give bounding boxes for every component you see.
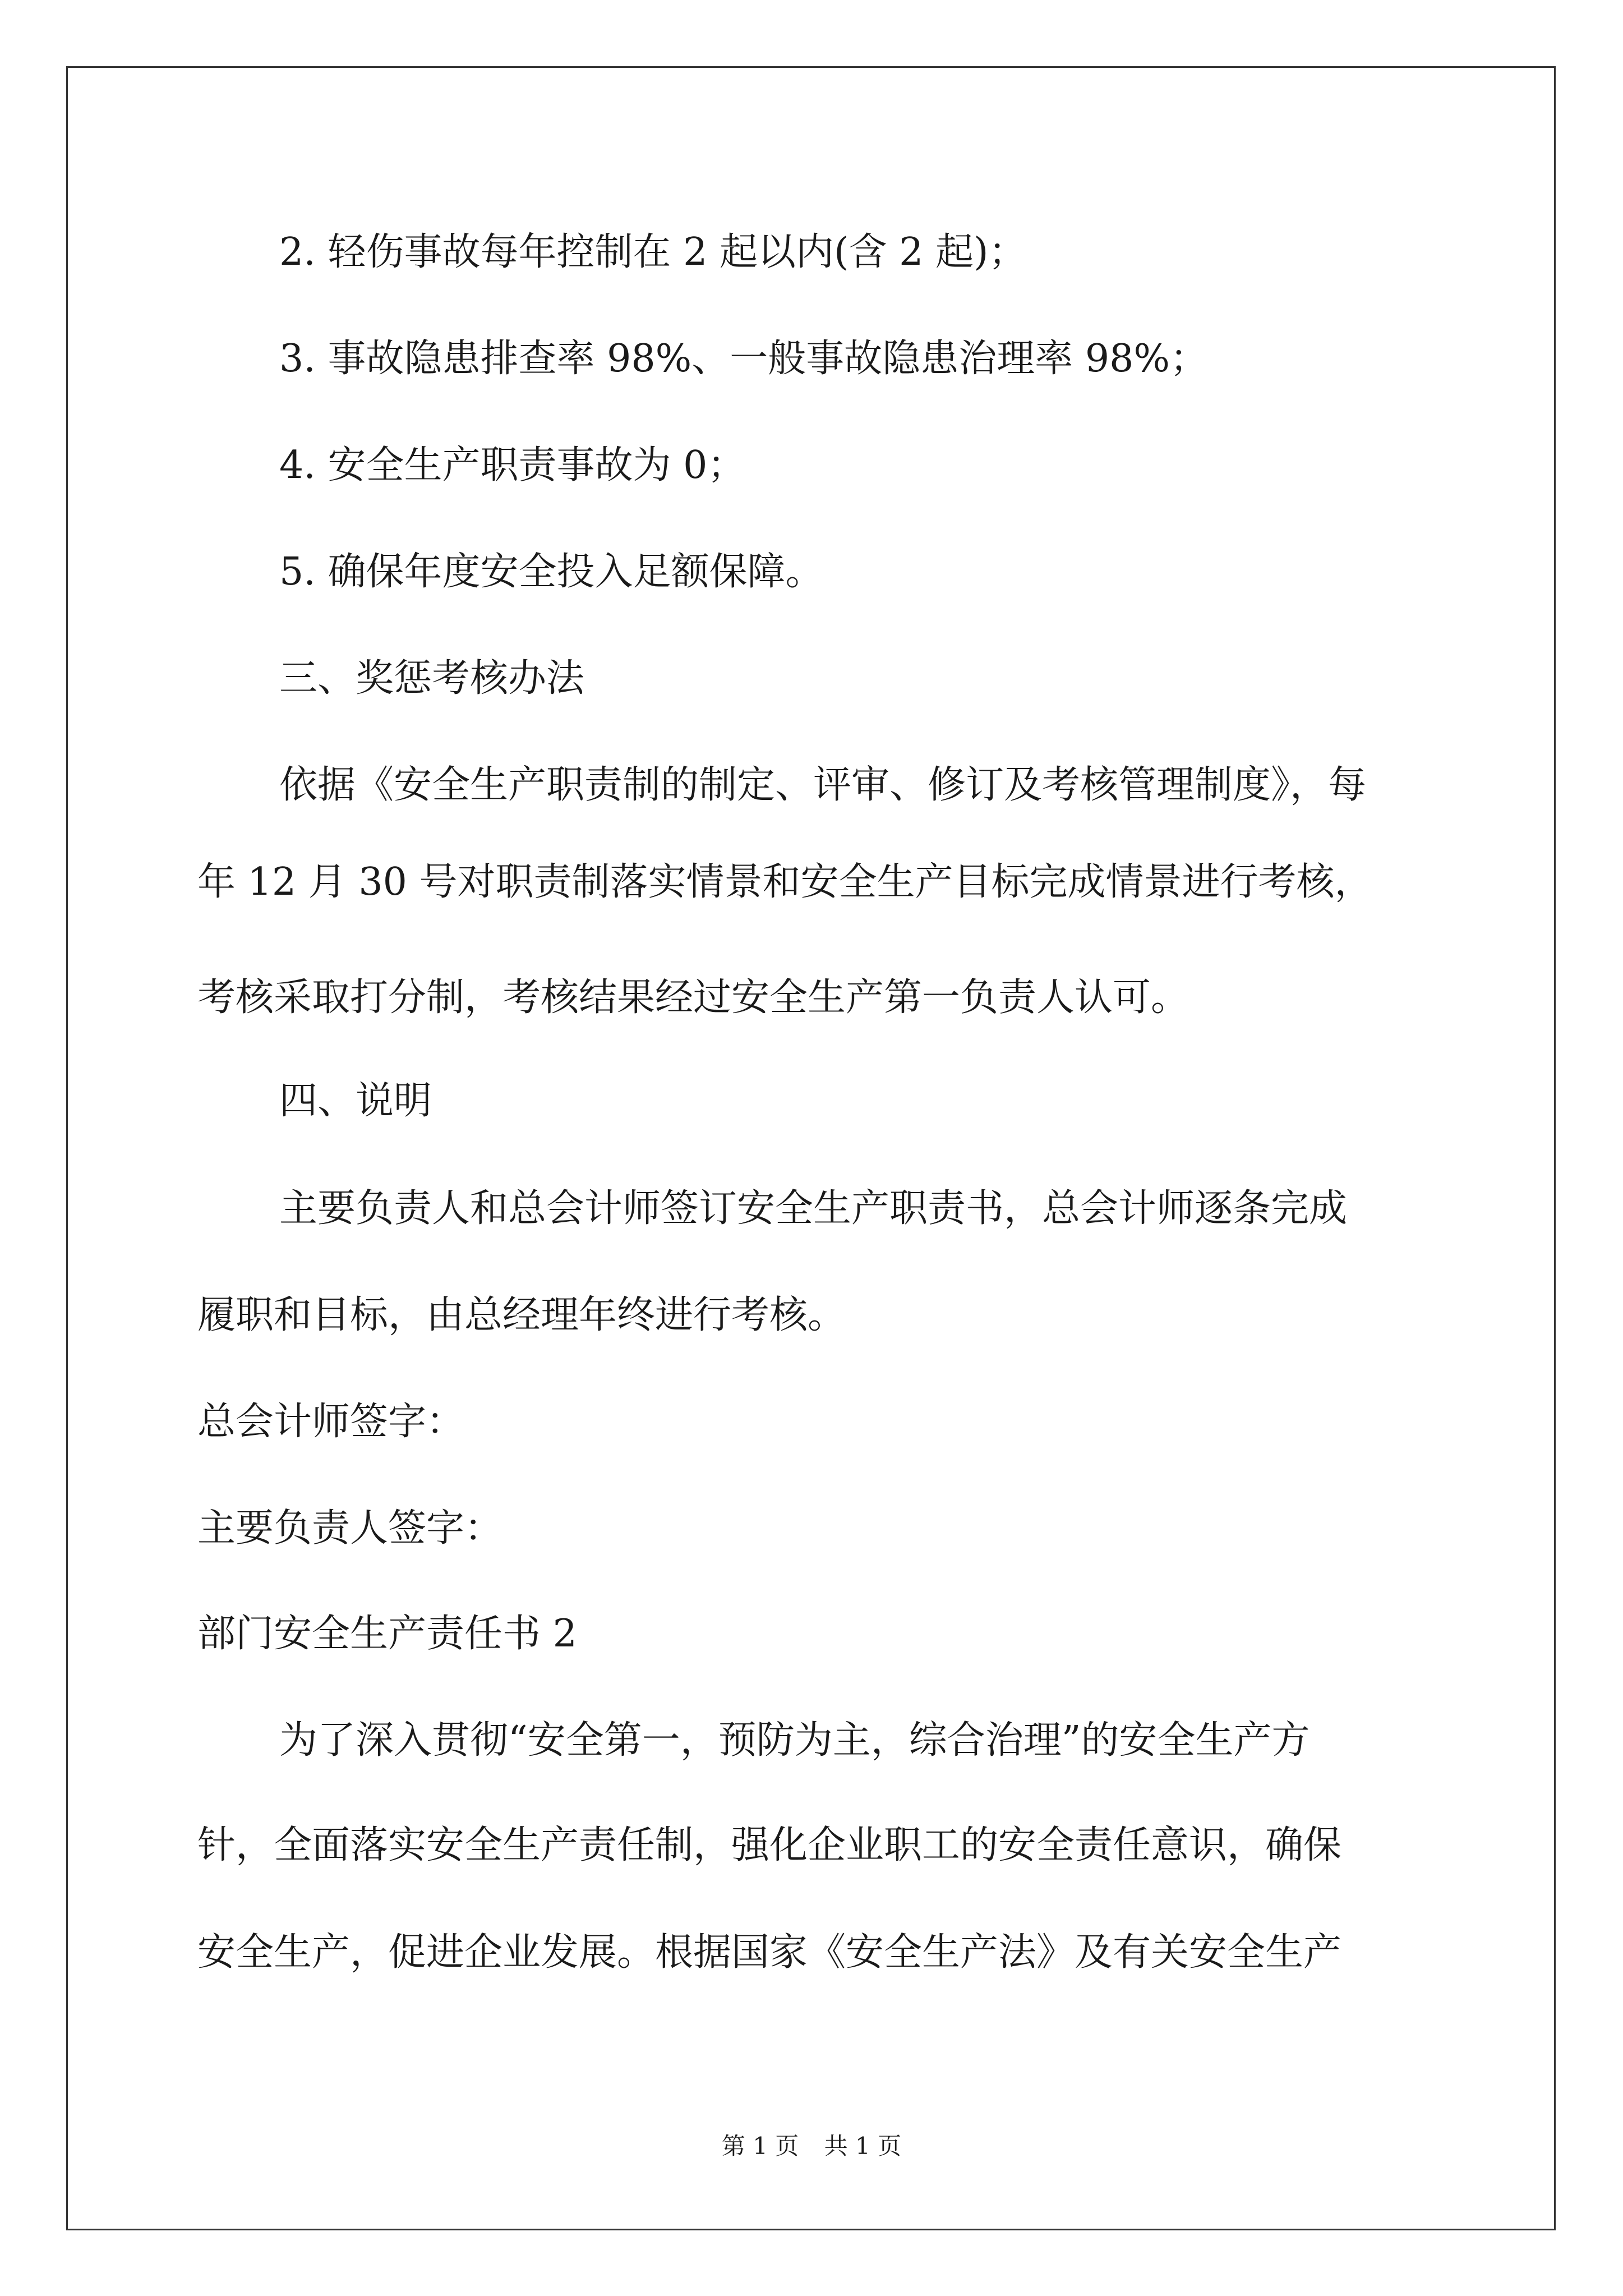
- paragraph-line: 安全生产，促进企业发展。根据国家《安全生产法》及有关安全生产: [197, 1930, 1342, 1975]
- list-item-hazard-rate: 3. 事故隐患排查率 98%、一般事故隐患治理率 98%；: [279, 337, 1209, 381]
- section-heading-reward-penalty: 三、奖惩考核办法: [279, 656, 585, 701]
- paragraph-line: 为了深入贯彻“安全第一，预防为主，综合治理”的安全生产方: [279, 1718, 1310, 1763]
- paragraph-line: 主要负责人和总会计师签订安全生产职责书，总会计师逐条完成: [279, 1186, 1348, 1231]
- list-item-responsibility-accidents: 4. 安全生产职责事故为 0；: [279, 443, 746, 487]
- paragraph-line: 依据《安全生产职责制的制定、评审、修订及考核管理制度》，每: [279, 763, 1367, 807]
- page-footer: [0, 2129, 1623, 2163]
- section-heading-notes: 四、说明: [279, 1079, 432, 1123]
- list-item-minor-injury: 2. 轻伤事故每年控制在 2 起以内(含 2 起)；: [279, 230, 1027, 274]
- page-number: 第 1 页: [721, 2132, 799, 2160]
- document-subtitle: 部门安全生产责任书 2: [197, 1612, 577, 1656]
- paragraph-line: 履职和目标，由总经理年终进行考核。: [197, 1293, 846, 1337]
- list-item-safety-investment: 5. 确保年度安全投入足额保障。: [279, 550, 824, 594]
- paragraph-line: 针，全面落实安全生产责任制，强化企业职工的安全责任意识，确保: [197, 1823, 1342, 1867]
- paragraph-line: 年 12 月 30 号对职责制落实情景和安全生产目标完成情景进行考核，: [197, 860, 1373, 904]
- page-count: 共 1 页: [824, 2132, 902, 2160]
- paragraph-line: 考核采取打分制，考核结果经过安全生产第一负责人认可。: [197, 976, 1189, 1020]
- signature-line-chief-accountant: 总会计师签字：: [197, 1400, 465, 1444]
- signature-line-principal: 主要负责人签字：: [197, 1506, 503, 1550]
- page-border: [66, 66, 1556, 2230]
